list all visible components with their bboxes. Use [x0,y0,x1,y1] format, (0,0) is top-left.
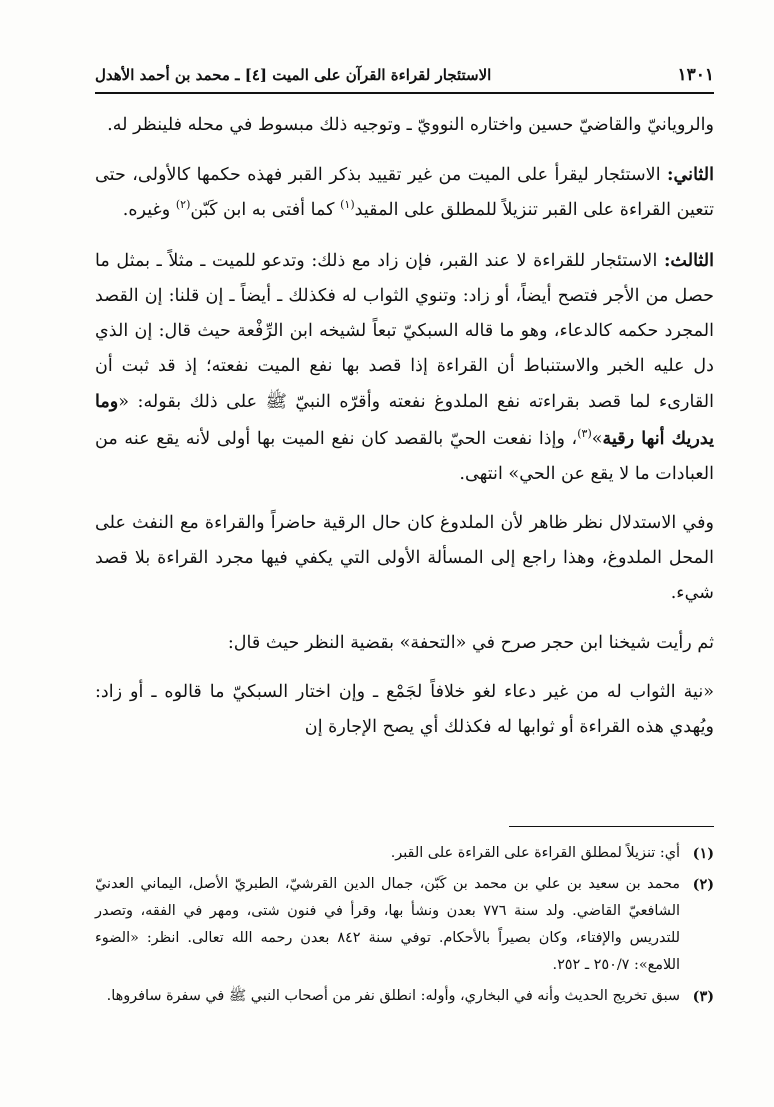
paragraph-text: وغيره. [122,200,176,221]
footnotes [95,840,714,1014]
hadith-quote: وما يدريك أنها رقية [95,391,714,449]
paragraph-continuation [95,108,714,143]
footnote-text: محمد بن سعيد بن علي بن محمد بن كَبّن، جمال الدين القرشيّ، الطبريّ الأصل، اليماني العدنيّ الشافعيّ القاضي. ولد سنة ٧٧٦ بعدن ونشأ بها، وقرأ في فنون شتى، ومهر في الفقه، وتصدر للتدريس والإفتاء، وكان بصيراً بالأحكام. توفي سنة ٨٤٢ بعدن رحمه الله تعالى. انظر: «الضوء اللامع»: ٢٥٠/٧ ـ ٢٥٢. [95,876,680,973]
paragraph-text: «نية الثواب له من غير دعاء لغو خلافاً لجَمْع ـ وإن اختار السبكيّ ما قالوه ـ أو زاد: ويُهدي هذه القراءة أو ثوابها له فكذلك أي يصح الإجارة إن [95,681,714,738]
footnote-item [95,840,714,867]
footnote-ref[interactable]: (٢) [175,198,191,212]
footnote-ref[interactable]: (١) [340,198,355,212]
main-text [95,108,714,759]
footnote-text: أي: تنزيلاً لمطلق القراءة على القراءة على القبر. [390,845,680,861]
paragraph-text: الاستئجار للقراءة لا عند القبر، فإن زاد مع ذلك: وتدعو للميت ـ مثلاً ـ بمثل ما حصل من الأجر فتصح أيضاً، أو زاد: وتنوي الثواب له فكذلك ـ أيضاً ـ إن قلنا: إن القصد المجرد حكمه كالدعاء، وهو ما قاله السبكيّ تبعاً لشيخه ابن الرِّفْعة حيث قال: إن الذي دل عليه الخبر والاستنباط أن القراءة إذا قصد بها نفع الميت نفعته؛ إذ قد ثبت أن القارىء لما قصد بقراءته نفع الملدوغ نفعته وأقرّه النبيّ ﷺ على ذلك بقوله: « [95,250,714,413]
paragraph-second [95,157,714,228]
page-number: ١٣٠١ [677,65,714,85]
paragraph-ibn-hajar [95,626,714,661]
paragraph-text: الاستئجار ليقرأ على الميت من غير تقييد بذكر القبر فهذه حكمها كالأولى، حتى تتعين القراءة على القبر تنزيلاً للمطلق على المقيد [95,165,714,221]
paragraph-text: ثم رأيت شيخنا ابن حجر صرح في «التحفة» بقضية النظر حيث قال: [227,632,714,653]
paragraph-text: ، وإذا نفعت الحيّ بالقصد كان نفع الميت بها أولى لأنه يقع عنه من العبادات ما لا يقع عن الحي» انتهى. [95,428,714,484]
paragraph-text: كما أفتى به ابن كَبّن [190,200,341,221]
footnote-divider [509,826,714,827]
paragraph-text: » [591,428,603,449]
paragraph-text: والرويانيّ والقاضيّ حسين واختاره النوويّ ـ وتوجيه ذلك مبسوط في محله فلينظر له. [107,115,714,135]
running-head: الاستئجار لقراءة القرآن على الميت [٤] ـ محمد بن أحمد الأهدل [95,66,492,84]
paragraph-text: وفي الاستدلال نظر ظاهر لأن الملدوغ كان حال الرقية حاضراً والقراءة مع النفث على المحل الملدوغ، وهذا راجع إلى المسألة الأولى التي يكفي فيها مجرد القراءة بلا قصد شيء. [95,513,714,604]
paragraph-quote [95,675,714,745]
page-header [95,58,714,94]
paragraph-lead: الثاني: [667,164,714,186]
footnote-number: (١) [692,845,714,862]
footnote-item [95,983,714,1010]
paragraph-objection [95,506,714,612]
footnote-ref[interactable]: (٣) [577,426,592,440]
paragraph-lead: الثالث: [663,249,714,271]
footnote-number: (٢) [692,876,714,893]
footnote-number: (٣) [692,988,714,1005]
footnote-item [95,871,714,979]
footnote-text: سبق تخريج الحديث وأنه في البخاري، وأوله: انطلق نفر من أصحاب النبي ﷺ في سفرة سافروها. [106,988,680,1004]
paragraph-third [95,243,714,492]
